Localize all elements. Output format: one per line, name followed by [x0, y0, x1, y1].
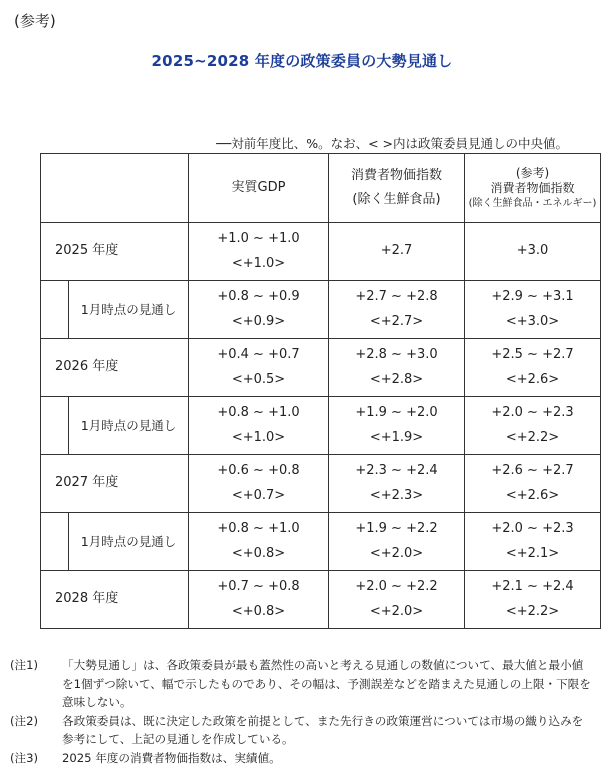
row-label-2026: 2026 年度: [41, 339, 189, 397]
core-range: +2.9 ~ +3.1: [491, 289, 574, 305]
footnote-text: 各政策委員は、既に決定した政策を前提として、また先行きの政策運営については市場の織り込みを参考にして、上記の見通しを作成している。: [62, 713, 584, 747]
core-cell: [465, 455, 601, 513]
table-row: [41, 281, 601, 339]
row-label-jan-2026: 1月時点の見通し: [69, 397, 189, 455]
gdp-range: +0.7 ~ +0.8: [217, 579, 300, 595]
cpi-range: +2.8 ~ +3.0: [355, 347, 438, 363]
header-cpi: [329, 154, 465, 223]
core-median: <+2.2>: [505, 603, 560, 619]
table-row: [41, 397, 601, 455]
core-value: +3.0: [516, 243, 549, 259]
table-row: [41, 513, 601, 571]
table-row: [41, 571, 601, 629]
cpi-cell: [329, 397, 465, 455]
footnotes: [10, 656, 592, 767]
gdp-median: <+1.0>: [231, 255, 286, 271]
core-cell: [465, 397, 601, 455]
indent-spacer: [41, 513, 69, 571]
core-range: +2.0 ~ +2.3: [491, 405, 574, 421]
core-range: +2.6 ~ +2.7: [491, 463, 574, 479]
row-label-2028: 2028 年度: [41, 571, 189, 629]
row-label-2027: 2027 年度: [41, 455, 189, 513]
footnote-label: (注1): [10, 658, 39, 672]
outlook-table: [40, 153, 601, 629]
header-cpi-line2: (除く生鮮食品): [352, 192, 441, 207]
cpi-median: <+1.9>: [369, 429, 424, 445]
indent-spacer: [41, 397, 69, 455]
cpi-value: +2.7: [380, 243, 413, 259]
cpi-cell: [329, 223, 465, 281]
header-row: [41, 154, 601, 223]
header-core-cpi: [465, 154, 601, 223]
gdp-range: +0.8 ~ +0.9: [217, 289, 300, 305]
footnote-2: [10, 712, 592, 749]
reference-label: (参考): [14, 12, 56, 30]
gdp-cell: [189, 397, 329, 455]
core-range: +2.1 ~ +2.4: [491, 579, 574, 595]
footnote-text: 2025 年度の消費者物価指数は、実績値。: [62, 750, 281, 765]
gdp-cell: [189, 339, 329, 397]
table-unit-note: ──対前年度比、%。なお、< >内は政策委員見通しの中央値。: [216, 136, 568, 151]
gdp-range: +0.4 ~ +0.7: [217, 347, 300, 363]
cpi-range: +1.9 ~ +2.2: [355, 521, 438, 537]
cpi-cell: [329, 281, 465, 339]
gdp-cell: [189, 571, 329, 629]
gdp-median: <+0.8>: [231, 603, 286, 619]
core-median: <+2.6>: [505, 487, 560, 503]
core-cell: [465, 281, 601, 339]
header-blank: [41, 154, 189, 223]
cpi-range: +2.3 ~ +2.4: [355, 463, 438, 479]
core-median: <+3.0>: [505, 313, 560, 329]
cpi-median: <+2.3>: [369, 487, 424, 503]
header-ref-line3: (除く生鮮食品・エネルギー): [468, 197, 597, 209]
footnote-text: 「大勢見通し」は、各政策委員が最も蓋然性の高いと考える見通しの数値について、最大値と最小値を1個ずつ除いて、幅で示したものであり、その幅は、予測誤差などを踏まえた見通しの上限・下限を意味しない。: [62, 658, 591, 710]
cpi-range: +2.7 ~ +2.8: [355, 289, 438, 305]
row-label-jan-2027: 1月時点の見通し: [69, 513, 189, 571]
row-label-2025: 2025 年度: [41, 223, 189, 281]
gdp-cell: [189, 513, 329, 571]
core-cell: [465, 513, 601, 571]
page-title: 2025~2028 年度の政策委員の大勢見通し: [151, 52, 453, 70]
gdp-cell: [189, 455, 329, 513]
header-ref-line2: 消費者物価指数: [490, 180, 575, 195]
indent-spacer: [41, 281, 69, 339]
cpi-cell: [329, 513, 465, 571]
cpi-median: <+2.0>: [369, 603, 424, 619]
core-cell: [465, 571, 601, 629]
row-label-jan-2025: 1月時点の見通し: [69, 281, 189, 339]
header-ref-line1: (参考): [515, 165, 550, 180]
gdp-range: +0.8 ~ +1.0: [217, 405, 300, 421]
gdp-median: <+0.8>: [231, 545, 286, 561]
gdp-cell: [189, 223, 329, 281]
table-row: [41, 455, 601, 513]
table-row: [41, 223, 601, 281]
gdp-range: +0.8 ~ +1.0: [217, 521, 300, 537]
core-range: +2.0 ~ +2.3: [491, 521, 574, 537]
cpi-median: <+2.7>: [369, 313, 424, 329]
gdp-median: <+0.9>: [231, 313, 286, 329]
cpi-median: <+2.0>: [369, 545, 424, 561]
gdp-median: <+0.5>: [231, 371, 286, 387]
footnote-label: (注3): [10, 750, 39, 765]
footnote-1: [10, 656, 592, 712]
cpi-median: <+2.8>: [369, 371, 424, 387]
core-cell: [465, 223, 601, 281]
cpi-range: +1.9 ~ +2.0: [355, 405, 438, 421]
header-gdp: 実質GDP: [189, 154, 329, 223]
header-cpi-line1: 消費者物価指数: [350, 167, 442, 183]
core-median: <+2.2>: [505, 429, 560, 445]
gdp-median: <+1.0>: [231, 429, 286, 445]
gdp-range: +1.0 ~ +1.0: [217, 231, 300, 247]
gdp-median: <+0.7>: [231, 487, 286, 503]
cpi-cell: [329, 571, 465, 629]
gdp-range: +0.6 ~ +0.8: [217, 463, 300, 479]
core-median: <+2.6>: [505, 371, 560, 387]
cpi-cell: [329, 455, 465, 513]
footnote-3: [10, 749, 592, 768]
footnote-label: (注2): [10, 713, 39, 728]
cpi-cell: [329, 339, 465, 397]
cpi-range: +2.0 ~ +2.2: [355, 579, 438, 595]
core-range: +2.5 ~ +2.7: [491, 347, 574, 363]
gdp-cell: [189, 281, 329, 339]
core-median: <+2.1>: [505, 545, 560, 561]
core-cell: [465, 339, 601, 397]
table-row: [41, 339, 601, 397]
